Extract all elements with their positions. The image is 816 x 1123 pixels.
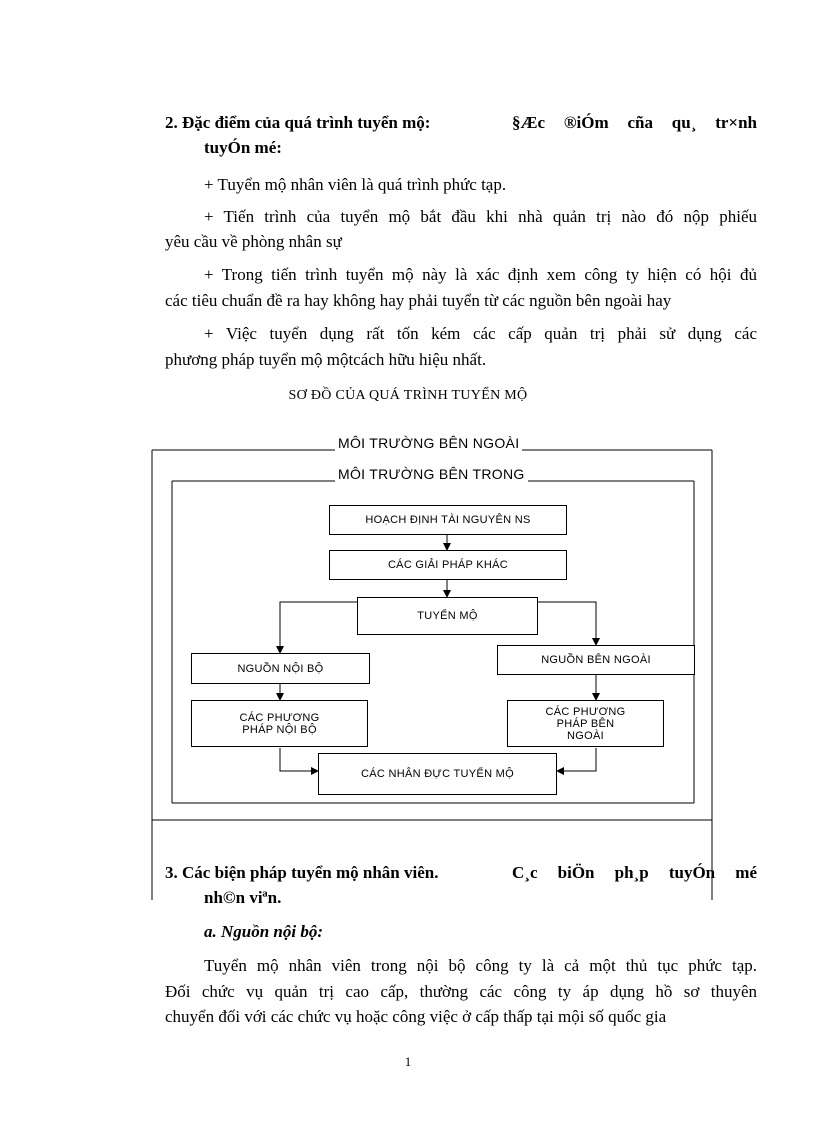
bullet-2: + Tiến trình của tuyển mộ bắt đầu khi nhà quản trị nào đó nộp phiếu [204, 207, 757, 226]
bullet-4: + Việc tuyển dụng rất tốn kém các cấp quản trị phải sử dụng các [204, 324, 757, 343]
box-other-solutions: CÁC GIẢI PHÁP KHÁC [329, 550, 567, 580]
paragraph-line-2: Đối chức vụ quản trị cao cấp, thường các công ty áp dụng hồ sơ thuyên [165, 982, 757, 1001]
section-3-heading-legacy-cont: nh©n viªn. [204, 888, 282, 907]
arrow-internal-methods-to-recruited [280, 748, 318, 771]
arrow-recruit-to-internal [280, 602, 357, 653]
paragraph-line-1: Tuyển mộ nhân viên trong nội bộ công ty là cả một thủ tục phức tạp. [204, 956, 757, 975]
box-external-source: NGUỒN BÊN NGOÀI [497, 645, 695, 675]
paragraph-line-3: chuyển đối với các chức vụ hoặc công việc ở cấp thấp tại mội số quốc gia [165, 1007, 667, 1026]
outer-environment-label: MÔI TRƯỜNG BÊN NGOÀI [335, 435, 522, 451]
section-3-heading: 3. Các biện pháp tuyển mộ nhân viên. [165, 863, 439, 882]
diagram-title: SƠ ĐỒ CỦA QUÁ TRÌNH TUYỂN MỘ [288, 388, 528, 403]
arrow-external-methods-to-recruited [557, 748, 596, 771]
section-3-heading-legacy: C¸c biÖn ph¸p tuyÓn mé [512, 863, 757, 882]
inner-environment-label: MÔI TRƯỜNG BÊN TRONG [335, 466, 528, 482]
section-2-heading-legacy: §Æc ®iÓm cña qu¸ tr×nh [512, 113, 757, 132]
arrow-recruit-to-external [537, 602, 596, 645]
subheading-internal-source: a. Nguồn nội bộ: [204, 922, 324, 941]
box-recruited-staff: CÁC NHÂN ĐỰC TUYỂN MỘ [318, 753, 557, 795]
box-external-methods: CÁC PHƯƠNG PHÁP BÊN NGOÀI [507, 700, 664, 747]
bullet-1: + Tuyển mộ nhân viên là quá trình phức tạp. [204, 175, 507, 194]
page-number: 1 [404, 1054, 412, 1069]
bullet-3-cont: các tiêu chuẩn đề ra hay không hay phải tuyển từ các nguồn bên ngoài hay [165, 291, 672, 310]
box-internal-methods: CÁC PHƯƠNG PHÁP NỘI BỘ [191, 700, 368, 747]
bullet-2-cont: yêu cầu về phòng nhân sự [165, 232, 342, 251]
bullet-4-cont: phương pháp tuyển mộ mộtcách hữu hiệu nhất. [165, 350, 487, 369]
box-hr-planning: HOẠCH ĐỊNH TÀI NGUYÊN NS [329, 505, 567, 535]
box-internal-source: NGUỒN NỘI BỘ [191, 653, 370, 684]
section-2-heading: 2. Đặc điểm của quá trình tuyển mộ: [165, 113, 431, 132]
section-2-heading-legacy-cont: tuyÓn mé: [204, 138, 282, 157]
box-recruitment: TUYỂN MỘ [357, 597, 538, 635]
bullet-3: + Trong tiến trình tuyển mộ này là xác định xem công ty hiện có hội đủ [204, 265, 757, 284]
